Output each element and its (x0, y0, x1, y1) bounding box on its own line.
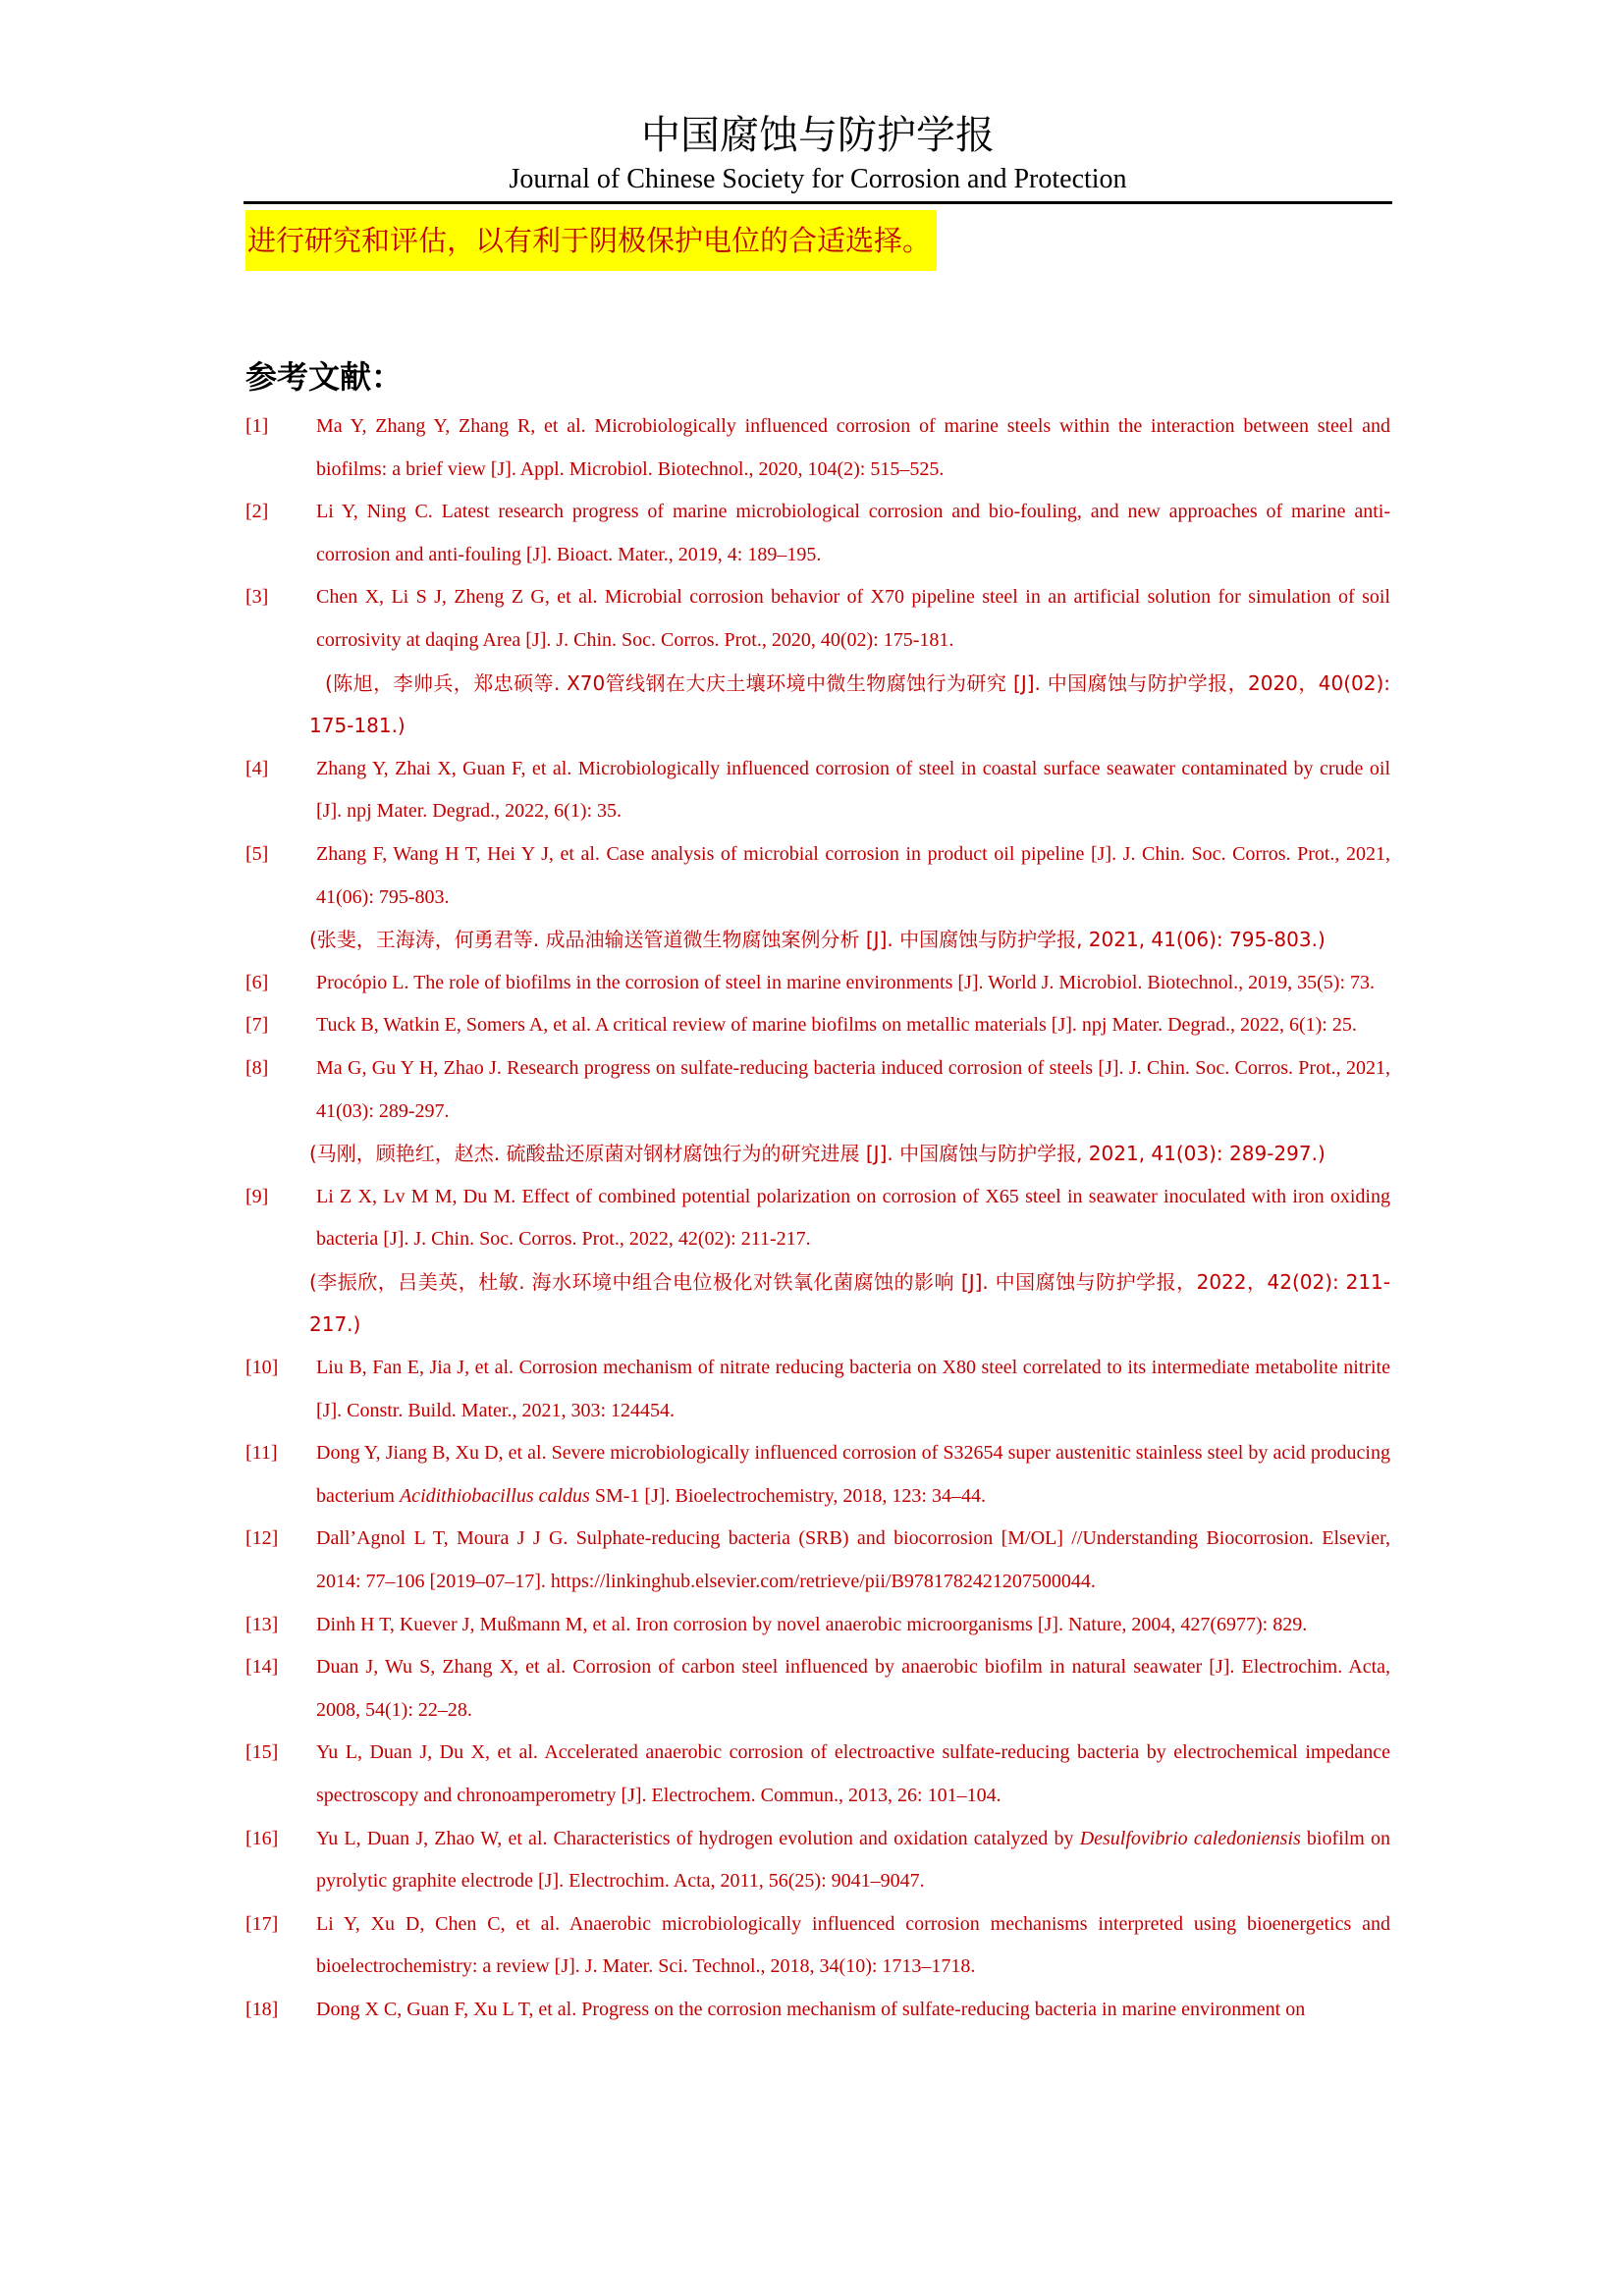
species-name: Desulfovibrio caledoniensis (1079, 1827, 1301, 1849)
reference-text (316, 1432, 1390, 1518)
reference-item (245, 405, 1390, 491)
reference-item (245, 1604, 1390, 1647)
reference-number: [9] (245, 1185, 269, 1207)
reference-item (245, 1903, 1390, 1989)
reference-text: Dall’Agnol L T, Moura J J G. Sulphate-reducing bacteria (SRB) and biocorrosion [M/OL] //Understanding Biocorrosion. Elsevier, 2014: 77–106 [2019–07–17]. https://linkinghub.elsevier.com/retrieve/pii/B9781782421207500044. (316, 1527, 1390, 1593)
reference-item (245, 1646, 1390, 1732)
reference-text: Ma G, Gu Y H, Zhao J. Research progress on sulfate-reducing bacteria induced corrosion of steels [J]. J. Chin. Soc. Corros. Prot., 2021, 41(03): 289-297. (316, 1056, 1390, 1122)
reference-number: [12] (245, 1527, 279, 1550)
reference-item (245, 576, 1390, 662)
reference-number: [15] (245, 1741, 279, 1764)
reference-item (245, 1432, 1390, 1518)
reference-text: Zhang F, Wang H T, Hei Y J, et al. Case analysis of microbial corrosion in product oil pipeline [J]. J. Chin. Soc. Corros. Prot., 2021, 41(06): 795-803. (316, 842, 1390, 908)
reference-text-part: Dong Y, Jiang B, Xu D, et al. Severe microbiologically influenced corrosion of S32654 super austenitic stainless steel by acid producing bacterium (316, 1442, 1390, 1507)
reference-number: [3] (245, 586, 269, 609)
reference-number: [11] (245, 1442, 278, 1465)
reference-number: [2] (245, 501, 269, 523)
reference-text: Dinh H T, Kuever J, Mußmann M, et al. Iron corrosion by novel anaerobic microorganisms [J]. Nature, 2004, 427(6977): 829. (316, 1613, 1308, 1635)
reference-number: [6] (245, 971, 269, 993)
reference-number: [10] (245, 1357, 279, 1379)
journal-title-en: Journal of Chinese Society for Corrosion and Protection (509, 164, 1127, 194)
reference-chinese-translation: (陈旭，李帅兵，郑忠硕等. X70管线钢在大庆土壤环境中微生物腐蚀行为研究 [J]. 中国腐蚀与防护学报，2020，40(02): 175-181.) (309, 670, 1390, 738)
reference-number: [5] (245, 842, 269, 865)
header-divider (244, 201, 1392, 204)
reference-number: [14] (245, 1656, 279, 1679)
reference-chinese-translation: (马刚，顾艳红，赵杰. 硫酸盐还原菌对钢材腐蚀行为的研究进展 [J]. 中国腐蚀与防护学报, 2021, 41(03): 289-297.) (309, 1142, 1326, 1166)
reference-text: Liu B, Fan E, Jia J, et al. Corrosion mechanism of nitrate reducing bacteria on X80 steel correlated to its intermediate metabolite nitrite [J]. Constr. Build. Mater., 2021, 303: 124454. (316, 1357, 1390, 1421)
reference-item (245, 1047, 1390, 1133)
reference-text-part: biofilm on pyrolytic graphite electrode [J]. Electrochim. Acta, 2011, 56(25): 9041–9047. (316, 1827, 1390, 1893)
reference-chinese-translation: (李振欣，吕美英，杜敏. 海水环境中组合电位极化对铁氧化菌腐蚀的影响 [J]. 中国腐蚀与防护学报，2022，42(02): 211-217.) (309, 1269, 1390, 1337)
reference-number: [16] (245, 1827, 279, 1849)
reference-chinese-translation: (张斐，王海涛，何勇君等. 成品油输送管道微生物腐蚀案例分析 [J]. 中国腐蚀与防护学报, 2021, 41(06): 795-803.) (309, 928, 1326, 952)
references-heading: 参考文献： (245, 358, 404, 396)
highlighted-paragraph: 进行研究和评估，以有利于阴极保护电位的合适选择。 (245, 210, 937, 271)
reference-item (245, 1518, 1390, 1603)
species-name: Acidithiobacillus caldus (399, 1484, 590, 1507)
reference-item (245, 491, 1390, 576)
reference-number: [7] (245, 1014, 269, 1037)
reference-number: [1] (245, 415, 269, 437)
reference-text: Dong X C, Guan F, Xu L T, et al. Progress on the corrosion mechanism of sulfate-reducing bacteria in marine environment on (316, 1998, 1306, 2020)
reference-item (245, 1347, 1390, 1432)
reference-item (245, 1818, 1390, 1903)
reference-text (316, 1818, 1390, 1903)
reference-text: Procópio L. The role of biofilms in the corrosion of steel in marine environments [J]. World J. Microbiol. Biotechnol., 2019, 35(5): 73. (316, 971, 1376, 993)
reference-item (245, 833, 1390, 919)
journal-header (244, 110, 1392, 196)
reference-text: Li Y, Ning C. Latest research progress of marine microbiological corrosion and bio-fouling, and new approaches of marine anti-corrosion and anti-fouling [J]. Bioact. Mater., 2019, 4: 189–195. (316, 501, 1390, 565)
reference-item (245, 1176, 1390, 1261)
reference-text: Duan J, Wu S, Zhang X, et al. Corrosion of carbon steel influenced by anaerobic biofilm in natural seawater [J]. Electrochim. Acta, 2008, 54(1): 22–28. (316, 1656, 1390, 1721)
reference-text: Chen X, Li S J, Zheng Z G, et al. Microbial corrosion behavior of X70 pipeline steel in an artificial solution for simulation of soil corrosivity at daqing Area [J]. J. Chin. Soc. Corros. Prot., 2020, 40(02): 175-181. (316, 586, 1390, 651)
reference-item (245, 748, 1390, 833)
reference-number: [8] (245, 1056, 269, 1079)
reference-text: Ma Y, Zhang Y, Zhang R, et al. Microbiologically influenced corrosion of marine steels within the interaction between steel and biofilms: a brief view [J]. Appl. Microbiol. Biotechnol., 2020, 104(2): 515–525. (316, 415, 1390, 480)
reference-item (245, 1004, 1390, 1047)
reference-number: [17] (245, 1912, 279, 1935)
reference-text: Yu L, Duan J, Du X, et al. Accelerated anaerobic corrosion of electroactive sulfate-reducing bacteria by electrochemical impedance spectroscopy and chronoamperometry [J]. Electrochem. Commun., 2013, 26: 101–104. (316, 1741, 1390, 1806)
reference-number: [4] (245, 757, 269, 779)
reference-text: Zhang Y, Zhai X, Guan F, et al. Microbiologically influenced corrosion of steel in coastal surface seawater contaminated by crude oil [J]. npj Mater. Degrad., 2022, 6(1): 35. (316, 757, 1390, 823)
reference-number: [18] (245, 1998, 279, 2020)
reference-number: [13] (245, 1613, 279, 1635)
reference-list (245, 405, 1390, 2032)
reference-text-part: Yu L, Duan J, Zhao W, et al. Characteristics of hydrogen evolution and oxidation catalyzed by (316, 1827, 1080, 1849)
reference-text: Li Z X, Lv M M, Du M. Effect of combined potential polarization on corrosion of X65 steel in seawater inoculated with iron oxiding bacteria [J]. J. Chin. Soc. Corros. Prot., 2022, 42(02): 211-217. (316, 1185, 1390, 1251)
reference-item (245, 1989, 1390, 2032)
reference-text: Tuck B, Watkin E, Somers A, et al. A critical review of marine biofilms on metallic materials [J]. npj Mater. Degrad., 2022, 6(1): 25. (316, 1014, 1357, 1037)
reference-text: Li Y, Xu D, Chen C, et al. Anaerobic microbiologically influenced corrosion mechanisms interpreted using bioenergetics and bioelectrochemistry: a review [J]. J. Mater. Sci. Technol., 2018, 34(10): 1713–1718. (316, 1912, 1390, 1978)
reference-text-part: SM-1 [J]. Bioelectrochemistry, 2018, 123: 34–44. (589, 1484, 986, 1507)
reference-item (245, 1732, 1390, 1817)
reference-item (245, 962, 1390, 1005)
journal-title-cn: 中国腐蚀与防护学报 (641, 113, 995, 157)
